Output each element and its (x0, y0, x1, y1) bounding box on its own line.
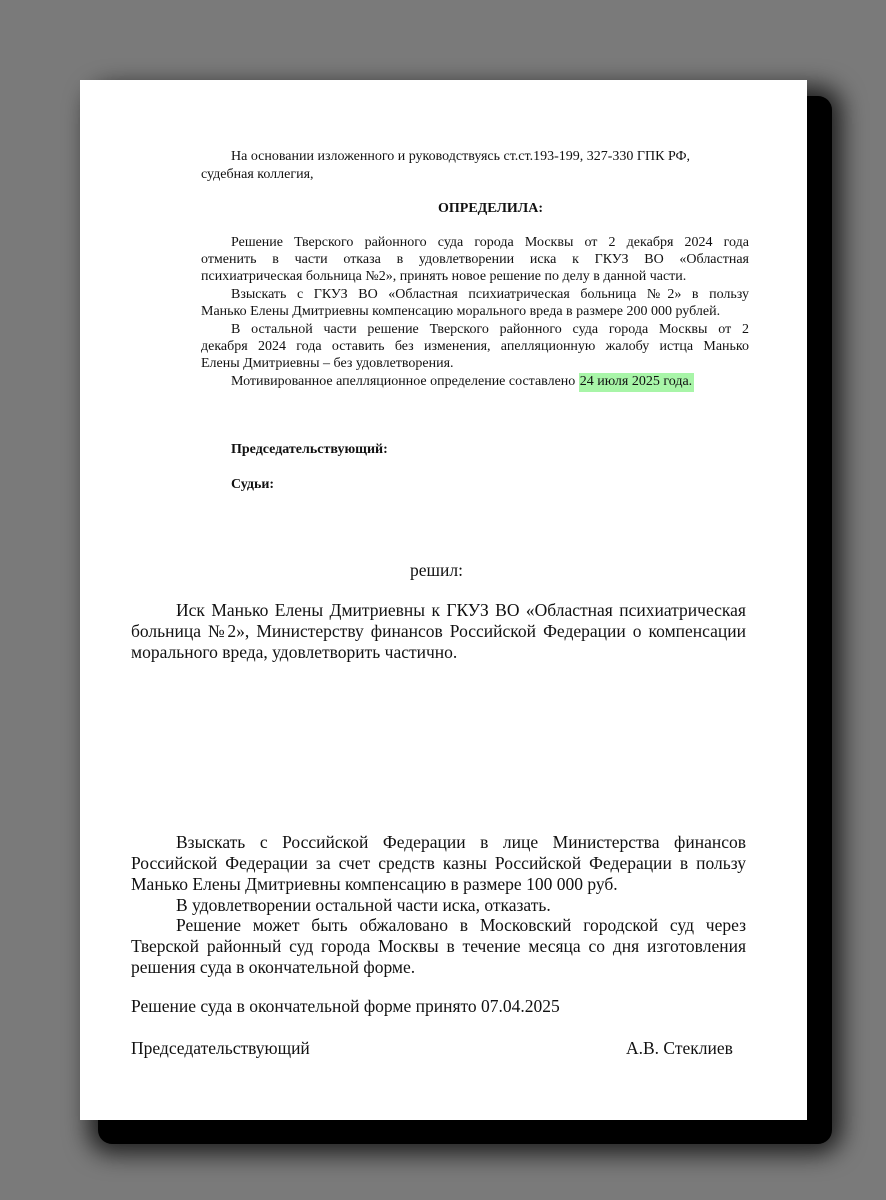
paragraph-line: Решение Тверского районного суда города Москвы от 2 декабря 2024 года (231, 235, 749, 250)
ruling-heading: ОПРЕДЕЛИЛА: (438, 201, 543, 216)
paragraph-line: Иск Манько Елены Дмитриевны к ГКУЗ ВО «Областная психиатрическая (176, 600, 746, 620)
final-form-date: Решение суда в окончательной форме принято 07.04.2025 (131, 996, 560, 1016)
paragraph-line: психиатрическая больница №2», принять новое решение по делу в данной части. (201, 269, 687, 284)
paragraph-line: В удовлетворении остальной части иска, отказать. (176, 895, 551, 915)
presiding-label: Председательствующий (131, 1038, 310, 1058)
paragraph-line: Взыскать с ГКУЗ ВО «Областная психиатрическая больница №2» в пользу (231, 287, 749, 302)
paragraph-line: декабря 2024 года оставить без изменения, апелляционную жалобу истца Манько (201, 339, 749, 354)
paragraph-line: Елены Дмитриевны – без удовлетворения. (201, 356, 454, 371)
paragraph-line: Решение может быть обжаловано в Московский городской суд через (176, 915, 746, 935)
paragraph-line: больница №2», Министерству финансов Российской Федерации о компенсации (131, 621, 746, 641)
decision-heading: решил: (410, 560, 463, 580)
paragraph-line: отменить в части отказа в удовлетворении иска к ГКУЗ ВО «Областная (201, 252, 749, 267)
paragraph-line: Тверской районный суд города Москвы в течение месяца со дня изготовления (131, 936, 746, 956)
paragraph-line: Манько Елены Дмитриевны компенсацию морального вреда в размере 200 000 рублей. (201, 304, 721, 319)
paragraph-line: В остальной части решение Тверского районного суда города Москвы от 2 (231, 322, 749, 337)
intro-line: судебная коллегия, (201, 167, 314, 182)
document-page (80, 80, 807, 1120)
paragraph-line: морального вреда, удовлетворить частично. (131, 642, 458, 662)
paragraph-line: Взыскать с Российской Федерации в лице Министерства финансов (176, 832, 746, 852)
intro-line: На основании изложенного и руководствуясь ст.ст.193-199, 327-330 ГПК РФ, (231, 149, 691, 164)
paragraph-line (231, 373, 694, 390)
presiding-label: Председательствующий: (231, 442, 388, 457)
paragraph-line: Манько Елены Дмитриевны компенсацию в размере 100 000 руб. (131, 874, 618, 894)
highlighted-date: 24 июля 2025 года. (579, 373, 694, 392)
paragraph-line: решения суда в окончательной форме. (131, 957, 416, 977)
judge-name: А.В. Стеклиев (626, 1038, 733, 1058)
paragraph-line: Российской Федерации за счет средств казны Российской Федерации в пользу (131, 853, 746, 873)
judges-label: Судьи: (231, 477, 275, 492)
motivated-ruling-text: Мотивированное апелляционное определение составлено (231, 374, 576, 389)
